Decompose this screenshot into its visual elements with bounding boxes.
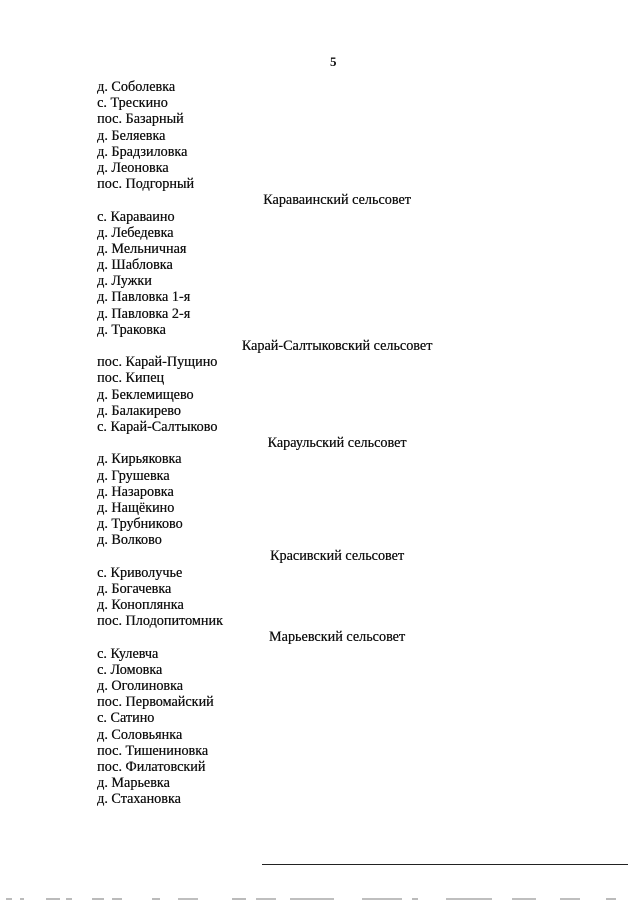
settlement-entry: д. Лебедевка (97, 224, 174, 241)
settlement-entry: пос. Первомайский (97, 694, 214, 711)
settlement-entry: пос. Подгорный (97, 176, 194, 193)
settlement-entry: с. Карай-Салтыково (97, 418, 218, 435)
settlement-entry: д. Богачевка (97, 580, 172, 597)
settlement-entry: д. Волково (97, 532, 162, 549)
settlement-entry: пос. Карай-Пущино (97, 354, 218, 371)
settlement-entry: с. Криволучье (97, 564, 183, 581)
section-heading: Красивский сельсовет (269, 548, 405, 565)
settlement-entry: д. Соболевка (97, 79, 176, 95)
section-heading: Карай-Салтыковский сельсовет (241, 338, 433, 354)
page-number: 5 (330, 54, 337, 69)
settlement-entry: д. Стахановка (97, 791, 181, 808)
settlement-entry: д. Леоновка (97, 159, 169, 176)
settlement-entry: пос. Тишениновка (97, 742, 209, 759)
settlement-entry: д. Траковка (97, 321, 166, 338)
settlement-entry: д. Коноплянка (97, 597, 184, 613)
settlement-entry: д. Назаровка (97, 483, 174, 500)
settlement-entry: с. Ломовка (97, 661, 163, 678)
settlement-entry: д. Павловка 2-я (97, 305, 191, 322)
settlement-entry: д. Лужки (97, 273, 152, 290)
settlement-entry: д. Соловьянка (97, 726, 183, 743)
settlement-entry: с. Кулевча (97, 645, 159, 662)
scan-noise (0, 894, 640, 902)
settlement-entry: д. Мельничная (97, 240, 187, 257)
section-heading: Караульский сельсовет (267, 435, 407, 452)
settlement-entry: д. Павловка 1-я (97, 289, 191, 306)
settlement-entry: д. Марьевка (97, 775, 170, 792)
settlement-entry: д. Оголиновка (97, 677, 183, 694)
settlement-entry: д. Трубниково (97, 516, 183, 533)
settlement-entry: пос. Филатовский (97, 758, 206, 775)
settlement-entry: д. Грушевка (97, 467, 170, 484)
settlement-entry: д. Беклемищево (97, 386, 194, 403)
settlement-entry: с. Караваино (97, 208, 175, 225)
settlement-entry: д. Кирьяковка (97, 451, 182, 468)
section-heading: Марьевский сельсовет (268, 629, 406, 646)
settlement-entry: пос. Плодопитомник (97, 613, 223, 630)
settlement-list (97, 79, 557, 807)
settlement-entry: с. Сатино (97, 710, 155, 727)
settlement-entry: д. Шабловка (97, 257, 173, 274)
settlement-entry: д. Брадзиловка (97, 143, 188, 160)
footer-rule (262, 864, 628, 865)
settlement-entry: д. Беляевка (97, 127, 166, 144)
settlement-entry: с. Трескино (97, 95, 168, 112)
settlement-entry: д. Балакирево (97, 402, 181, 419)
settlement-entry: пос. Базарный (97, 111, 184, 128)
section-heading: Караваинский сельсовет (263, 192, 411, 209)
settlement-entry: д. Нащёкино (97, 499, 175, 516)
settlement-entry: пос. Кипец (97, 370, 164, 387)
